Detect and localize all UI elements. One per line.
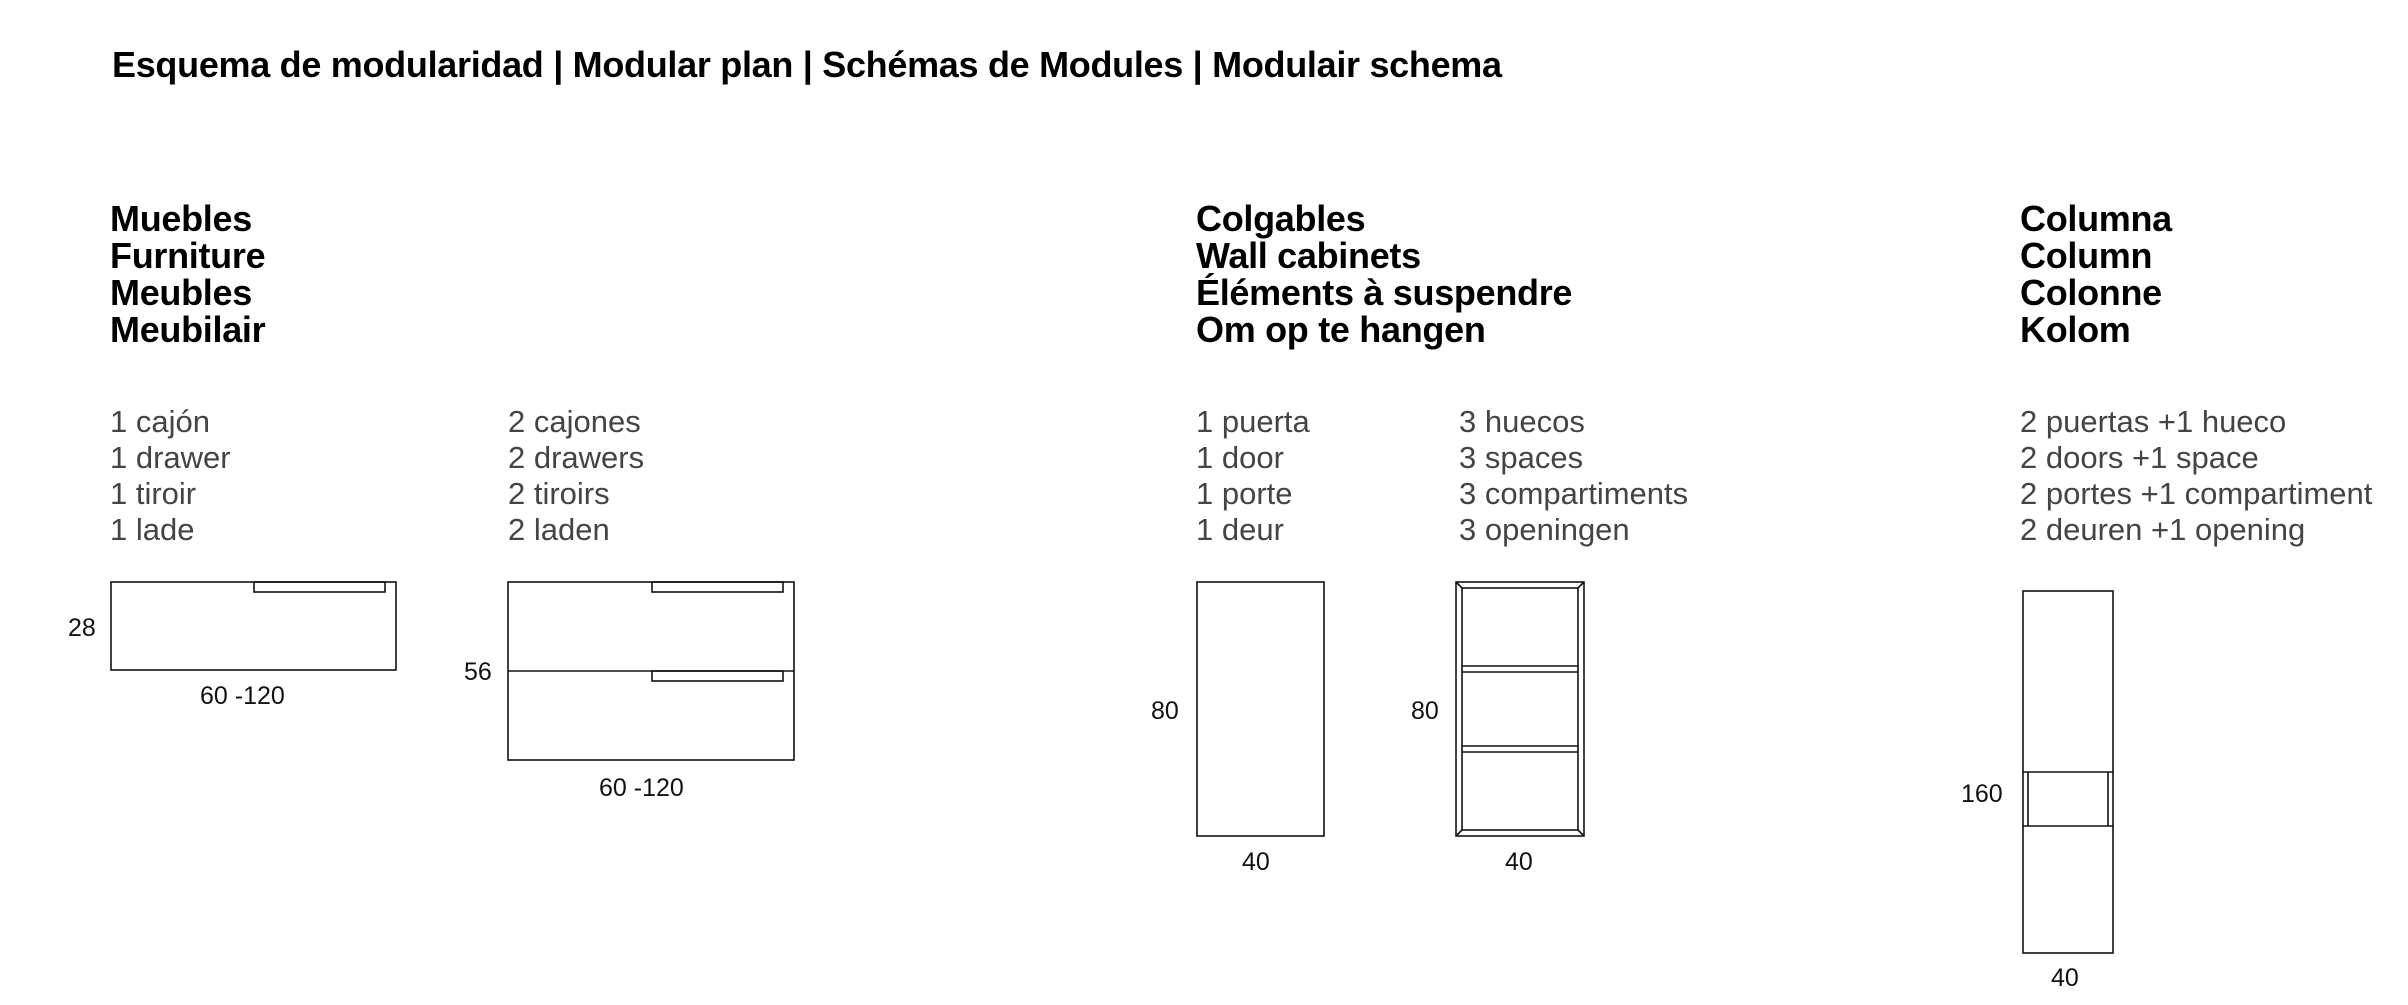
corner-bevel [1456, 582, 1462, 588]
desc-line-fr: 2 tiroirs [508, 476, 610, 511]
heading-line-fr: Colonne [2020, 272, 2162, 313]
heading-line-es: Colgables [1196, 198, 1366, 239]
desc-line-en: 2 doors +1 space [2020, 440, 2259, 475]
dimension-height-1-drawer: 28 [68, 614, 96, 642]
open-cabinet-outer [1456, 582, 1584, 836]
desc-line-en: 3 spaces [1459, 440, 1584, 475]
heading-line-nl: Om op te hangen [1196, 309, 1486, 350]
drawing-2-drawers [508, 582, 794, 760]
desc-line-en: 1 drawer [110, 440, 231, 475]
heading-line-en: Column [2020, 235, 2153, 276]
page-title: Esquema de modularidad | Modular plan | Schémas de Modules | Modulair schema [112, 44, 1502, 85]
desc-line-es: 1 puerta [1196, 404, 1310, 439]
dimension-height-2-drawers: 56 [464, 658, 492, 686]
drawing-column [2023, 591, 2113, 953]
corner-bevel [1456, 830, 1462, 836]
dimension-width-1-door: 40 [1242, 848, 1270, 876]
drawer-handle [254, 582, 385, 592]
dimension-height-column: 160 [1961, 780, 2003, 808]
heading-line-en: Furniture [110, 235, 266, 276]
heading-line-en: Wall cabinets [1196, 235, 1421, 276]
dimension-width-column: 40 [2051, 964, 2079, 992]
desc-line-fr: 3 compartiments [1459, 476, 1689, 511]
dimension-width-2-drawers: 60 -120 [599, 774, 684, 802]
heading-line-nl: Meubilair [110, 309, 266, 350]
desc-line-fr: 1 tiroir [110, 476, 197, 511]
heading-line-es: Muebles [110, 198, 252, 239]
desc-line-nl: 1 deur [1196, 512, 1284, 547]
desc-line-es: 2 cajones [508, 404, 641, 439]
heading-line-fr: Éléments à suspendre [1196, 272, 1573, 313]
dimension-width-1-drawer: 60 -120 [200, 682, 285, 710]
drawing-3-spaces [1456, 582, 1584, 836]
dimension-width-3-spaces: 40 [1505, 848, 1533, 876]
drawer-handle-top [652, 582, 783, 592]
desc-line-fr: 1 porte [1196, 476, 1293, 511]
heading-line-es: Columna [2020, 198, 2172, 239]
desc-line-es: 1 cajón [110, 404, 210, 439]
wall-cabinet-door-outline [1197, 582, 1324, 836]
dimension-height-1-door: 80 [1151, 697, 1179, 725]
drawing-1-door [1197, 582, 1324, 836]
desc-line-es: 3 huecos [1459, 404, 1585, 439]
drawer-handle-bottom [652, 671, 783, 681]
drawer-unit-outline [111, 582, 396, 670]
desc-line-en: 2 drawers [508, 440, 645, 475]
desc-line-fr: 2 portes +1 compartiment [2020, 476, 2373, 511]
heading-line-fr: Meubles [110, 272, 252, 313]
desc-line-es: 2 puertas +1 hueco [2020, 404, 2287, 439]
heading-line-nl: Kolom [2020, 309, 2131, 350]
desc-line-en: 1 door [1196, 440, 1284, 475]
open-cabinet-inner [1462, 588, 1578, 830]
dimension-height-3-spaces: 80 [1411, 697, 1439, 725]
corner-bevel [1578, 830, 1584, 836]
desc-line-nl: 2 deuren +1 opening [2020, 512, 2306, 547]
desc-line-nl: 3 openingen [1459, 512, 1630, 547]
corner-bevel [1578, 582, 1584, 588]
desc-line-nl: 1 lade [110, 512, 195, 547]
drawing-1-drawer [111, 582, 396, 670]
desc-line-nl: 2 laden [508, 512, 610, 547]
